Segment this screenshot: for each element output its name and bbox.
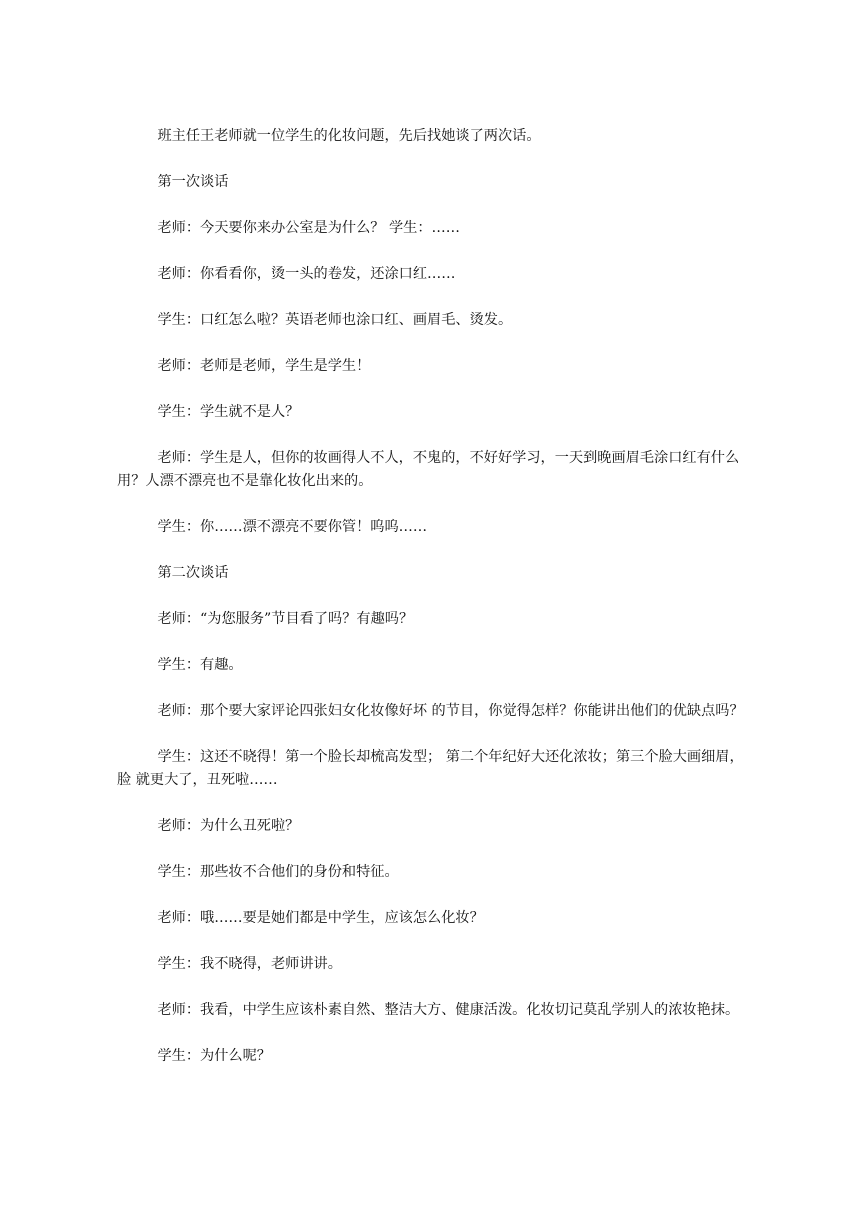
dialogue-line: 老师：为什么丑死啦？ (157, 818, 300, 834)
section-heading-first-talk: 第一次谈话 (157, 174, 229, 190)
dialogue-line: 学生：那些妆不合他们的身份和特征。 (157, 864, 399, 880)
dialogue-line: 老师：“为您服务”节目看了吗？有趣吗？ (157, 611, 414, 627)
dialogue-line: 学生：有趣。 (157, 657, 243, 673)
intro-paragraph: 班主任王老师就一位学生的化妆问题，先后找她谈了两次话。 (157, 128, 541, 144)
dialogue-line: 老师：老师是老师，学生是学生！ (157, 358, 371, 374)
dialogue-line: 学生：这还不晓得！第一个脸长却梳高发型； 第二个年纪好大还化浓妆；第三个脸大画细眉，脸 就更大了，丑死啦…… (117, 749, 744, 788)
dialogue-line: 老师：今天要你来办公室是为什么？ 学生：…… (157, 220, 460, 236)
dialogue-line: 学生：为什么呢？ (157, 1048, 271, 1064)
dialogue-line: 老师：哦……要是她们都是中学生，应该怎么化妆？ (157, 910, 484, 926)
dialogue-line: 老师：学生是人，但你的妆画得人不人，不鬼的，不好好学习，一天到晚画眉毛涂口红有什么用？人漂不漂亮也不是靠化妆化出来的。 (117, 450, 740, 489)
dialogue-line: 学生：你……漂不漂亮不要你管！呜呜…… (157, 519, 428, 535)
section-heading-second-talk: 第二次谈话 (157, 565, 229, 581)
dialogue-line: 学生：学生就不是人？ (157, 404, 300, 420)
dialogue-line: 学生：我不晓得，老师讲讲。 (157, 956, 342, 972)
dialogue-line: 老师：你看看你，烫一头的卷发，还涂口红…… (157, 266, 456, 282)
dialogue-line: 老师：那个要大家评论四张妇女化妆像好坏 的节目，你觉得怎样？你能讲出他们的优缺点吗？ (157, 703, 744, 719)
dialogue-line: 学生：口红怎么啦？英语老师也涂口红、画眉毛、烫发。 (157, 312, 513, 328)
document-body (117, 125, 745, 1091)
dialogue-line: 老师：我看，中学生应该朴素自然、整洁大方、健康活泼。化妆切记莫乱学别人的浓妆艳抹。 (157, 1002, 740, 1018)
